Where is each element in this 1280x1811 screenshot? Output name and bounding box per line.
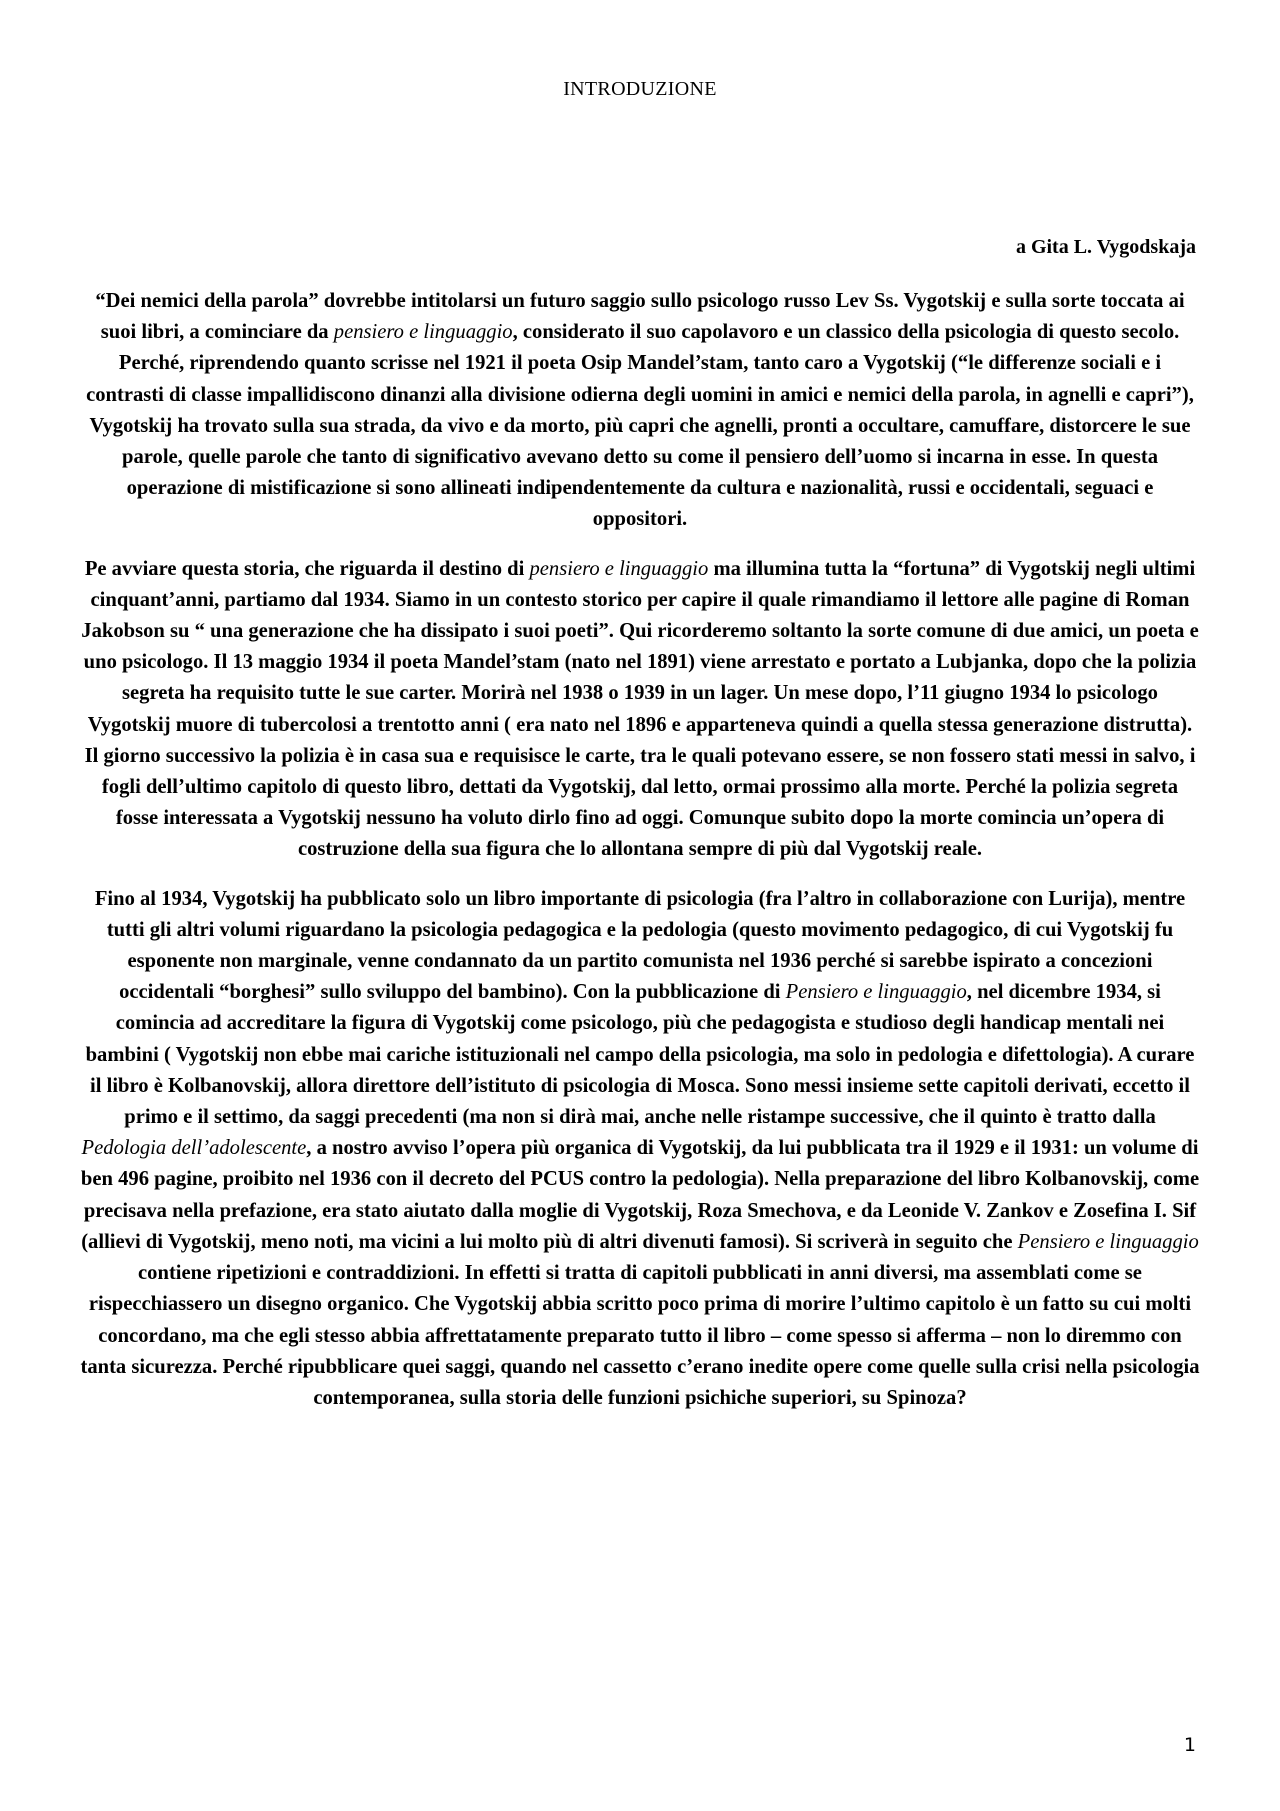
- paragraph-3-text-2: , nel dicembre 1934, si comincia ad accreditare la figura di Vygotskij come psicologo, più che pedagogista e studioso degli handicap mentali nei bambini ( Vygotskij non ebbe mai cariche istituzionali nel campo della psicologia, ma solo in pedologia e difettologia). A curare il libro è Kolbanovskij, allora direttore dell’istituto di psicologia di Mosca. Sono messi insieme sette capitoli derivati, eccetto il primo e il settimo, da saggi precedenti (ma non si dirà mai, anche nelle ristampe successive, che il quinto è tratto dalla: [85, 981, 1195, 1129]
- paragraph-2-text-2: ma illumina tutta la “fortuna” di Vygotskij negli ultimi cinquant’anni, partiamo dal 1934. Siamo in un contesto storico per capire il quale rimandiamo il lettore alle pagine di Roman Jakobson su “ una generazione che ha dissipato i suoi poeti”. Qui ricorderemo soltanto la sorte comune di due amici, un poeta e uno psicologo. Il 13 maggio 1934 il poeta Mandel’stam (nato nel 1891) viene arrestato e portato a Lubjanka, dopo che la polizia segreta ha requisito tutte le sue carter. Morirà nel 1938 o 1939 in un lager. Un mese dopo, l’11 giugno 1934 lo psicologo Vygotskij muore di tubercolosi a trentotto anni ( era nato nel 1896 e apparteneva quindi a quella stessa generazione distrutta). Il giorno successivo la polizia è in casa sua e requisisce le carte, tra le quali potevano essere, se non fossero stati messi in salvo, i fogli dell’ultimo capitolo di questo libro, dettati da Vygotskij, dal letto, ormai prossimo alla morte. Perché la polizia segreta fosse interessata a Vygotskij nessuno ha voluto dirlo fino ad oggi. Comunque subito dopo la morte comincia un’opera di costruzione della sua figura che lo allontana sempre di più dal Vygotskij reale.: [81, 557, 1199, 861]
- paragraph-3: [80, 884, 1200, 1414]
- paragraph-3-text-1: Fino al 1934, Vygotskij ha pubblicato solo un libro importante di psicologia (fra l’altro in collaborazione con Lurija), mentre tutti gli altri volumi riguardano la psicologia pedagogica e la pedologia (questo movimento pedagogico, di cui Vygotskij fu esponente non marginale, venne condannato da un partito comunista nel 1936 perché si sarebbe ispirato a concezioni occidentali “borghesi” sullo sviluppo del bambino). Con la pubblicazione di: [94, 887, 1186, 1004]
- body-text: [80, 286, 1200, 1432]
- paragraph-3-text-4: contiene ripetizioni e contraddizioni. In effetti si tratta di capitoli pubblicati in anni diversi, ma assemblati come se rispecchiassero un disegno organico. Che Vygotskij abbia scritto poco prima di morire l’ultimo capitolo è un fatto su cui molti concordano, ma che egli stesso abbia affrettatamente preparato tutto il libro – come spesso si afferma – non lo diremmo con tanta sicurezza. Perché ripubblicare quei saggi, quando nel cassetto c’erano inedite opere come quelle sulla crisi nella psicologia contemporanea, sulla storia delle funzioni psichiche superiori, su Spinoza?: [80, 1262, 1200, 1409]
- paragraph-1-text-2: , considerato il suo capolavoro e un classico della psicologia di questo secolo. Perché, riprendendo quanto scrisse nel 1921 il poeta Osip Mandel’stam, tanto caro a Vygotskij (“le differenze sociali e i contrasti di classe impallidiscono dinanzi alla divisione odierna degli uomini in amici e nemici della parola, in agnelli e capri”), Vygotskij ha trovato sulla sua strada, da vivo e da morto, più capri che agnelli, pronti a occultare, camuffare, distorcere le sue parole, quelle parole che tanto di significativo avevano detto su come il pensiero dell’uomo si incarna in esse. In questa operazione di mistificazione si sono allineati indipendentemente da cultura e nazionalità, russi e occidentali, seguaci e oppositori.: [86, 321, 1194, 531]
- paragraph-3-text-3: , a nostro avviso l’opera più organica di Vygotskij, da lui pubblicata tra il 1929 e il 1931: un volume di ben 496 pagine, proibito nel 1936 con il decreto del PCUS contro la pedologia). Nella preparazione del libro Kolbanovskij, come precisava nella prefazione, era stato aiutato dalla moglie di Vygotskij, Roza Smechova, e da Leonide V. Zankov e Zosefina I. Sif (allievi di Vygotskij, meno noti, ma vicini a lui molto più di altri divenuti famosi). Si scriverà in seguito che: [80, 1137, 1200, 1253]
- paragraph-2-text-1: Pe avviare questa storia, che riguarda il destino di: [84, 557, 530, 580]
- paragraph-1-text-1: “Dei nemici della parola” dovrebbe intitolarsi un futuro saggio sullo psicologo russo Lev Ss. Vygotskij e sulla sorte toccata ai suoi libri, a cominciare da: [95, 290, 1185, 344]
- paragraph-3-italic-title-1: Pensiero e linguaggio: [785, 981, 967, 1004]
- page-number: 1: [1183, 1734, 1196, 1756]
- paragraph-2: [80, 554, 1200, 866]
- dedication: a Gita L. Vygodskaja: [1015, 236, 1196, 258]
- paragraph-2-italic-title-1: pensiero e linguaggio: [529, 557, 709, 580]
- paragraph-1: [80, 286, 1200, 536]
- paragraph-3-italic-title-3: Pensiero e linguaggio: [1017, 1230, 1199, 1253]
- chapter-title: INTRODUZIONE: [563, 78, 717, 100]
- paragraph-1-italic-title-1: pensiero e linguaggio: [333, 321, 513, 344]
- paragraph-3-italic-title-2: Pedologia dell’adolescente: [81, 1137, 307, 1160]
